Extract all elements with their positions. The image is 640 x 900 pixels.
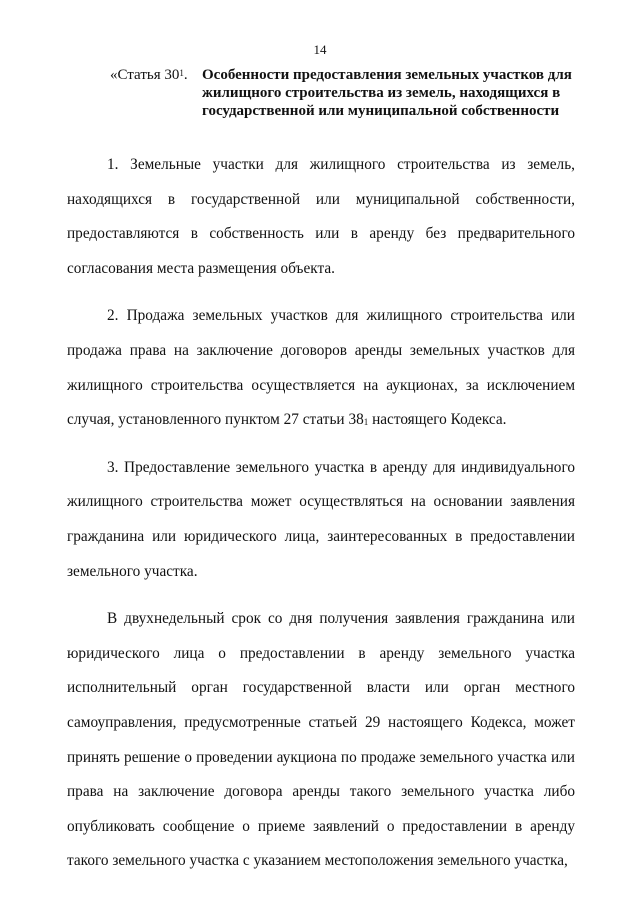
paragraph-3: 3. Предоставление земельного участка в аренду для индивидуального жилищного строительства может осуществляться на основании заявления гражданина или юридического лица, заинтересованных в предоставлении земельного участка. [67, 458, 575, 580]
article-label-prefix: «Статья 30 [110, 67, 180, 83]
paragraph-1: 1. Земельные участки для жилищного строительства из земель, находящихся в государственной или муниципальной собственности, предоставляются в собственность или в аренду без предварительного согласования места размещения объекта. [67, 156, 575, 277]
article-heading [110, 66, 580, 120]
article-title: Особенности предоставления земельных участков для жилищного строительства из земель, находящихся в государственной или муниципальной собственности [202, 67, 572, 119]
article-label-superscript: 1 [179, 68, 184, 78]
paragraph-2 [67, 299, 575, 450]
page-number: 14 [313, 42, 327, 57]
paragraph-2-tail: настоящего Кодекса. [368, 411, 507, 429]
article-label-suffix: . [183, 67, 188, 83]
article-body [67, 148, 575, 892]
article-label [110, 66, 188, 84]
paragraph-4: В двухнедельный срок со дня получения заявления гражданина или юридического лица о предоставлении в аренду земельного участка исполнительный орган государственной власти или орган местного самоуправления, предусмотренные статьей 29 настоящего Кодекса, может принять решение о проведении аукциона по продаже земельного участка или права на заключение договора аренды такого земельного участка либо опубликовать сообщение о приеме заявлений о предоставлении в аренду такого земельного участка с указанием местоположения земельного участка, [67, 610, 575, 870]
paragraph-2-text: 2. Продажа земельных участков для жилищного строительства или продажа права на заключение договоров аренды земельных участков для жилищного строительства осуществляется на аукционах, за исключением случая, установленного пунктом 27 статьи 38 [67, 307, 575, 429]
paragraph-2-superscript: 1 [363, 417, 369, 428]
